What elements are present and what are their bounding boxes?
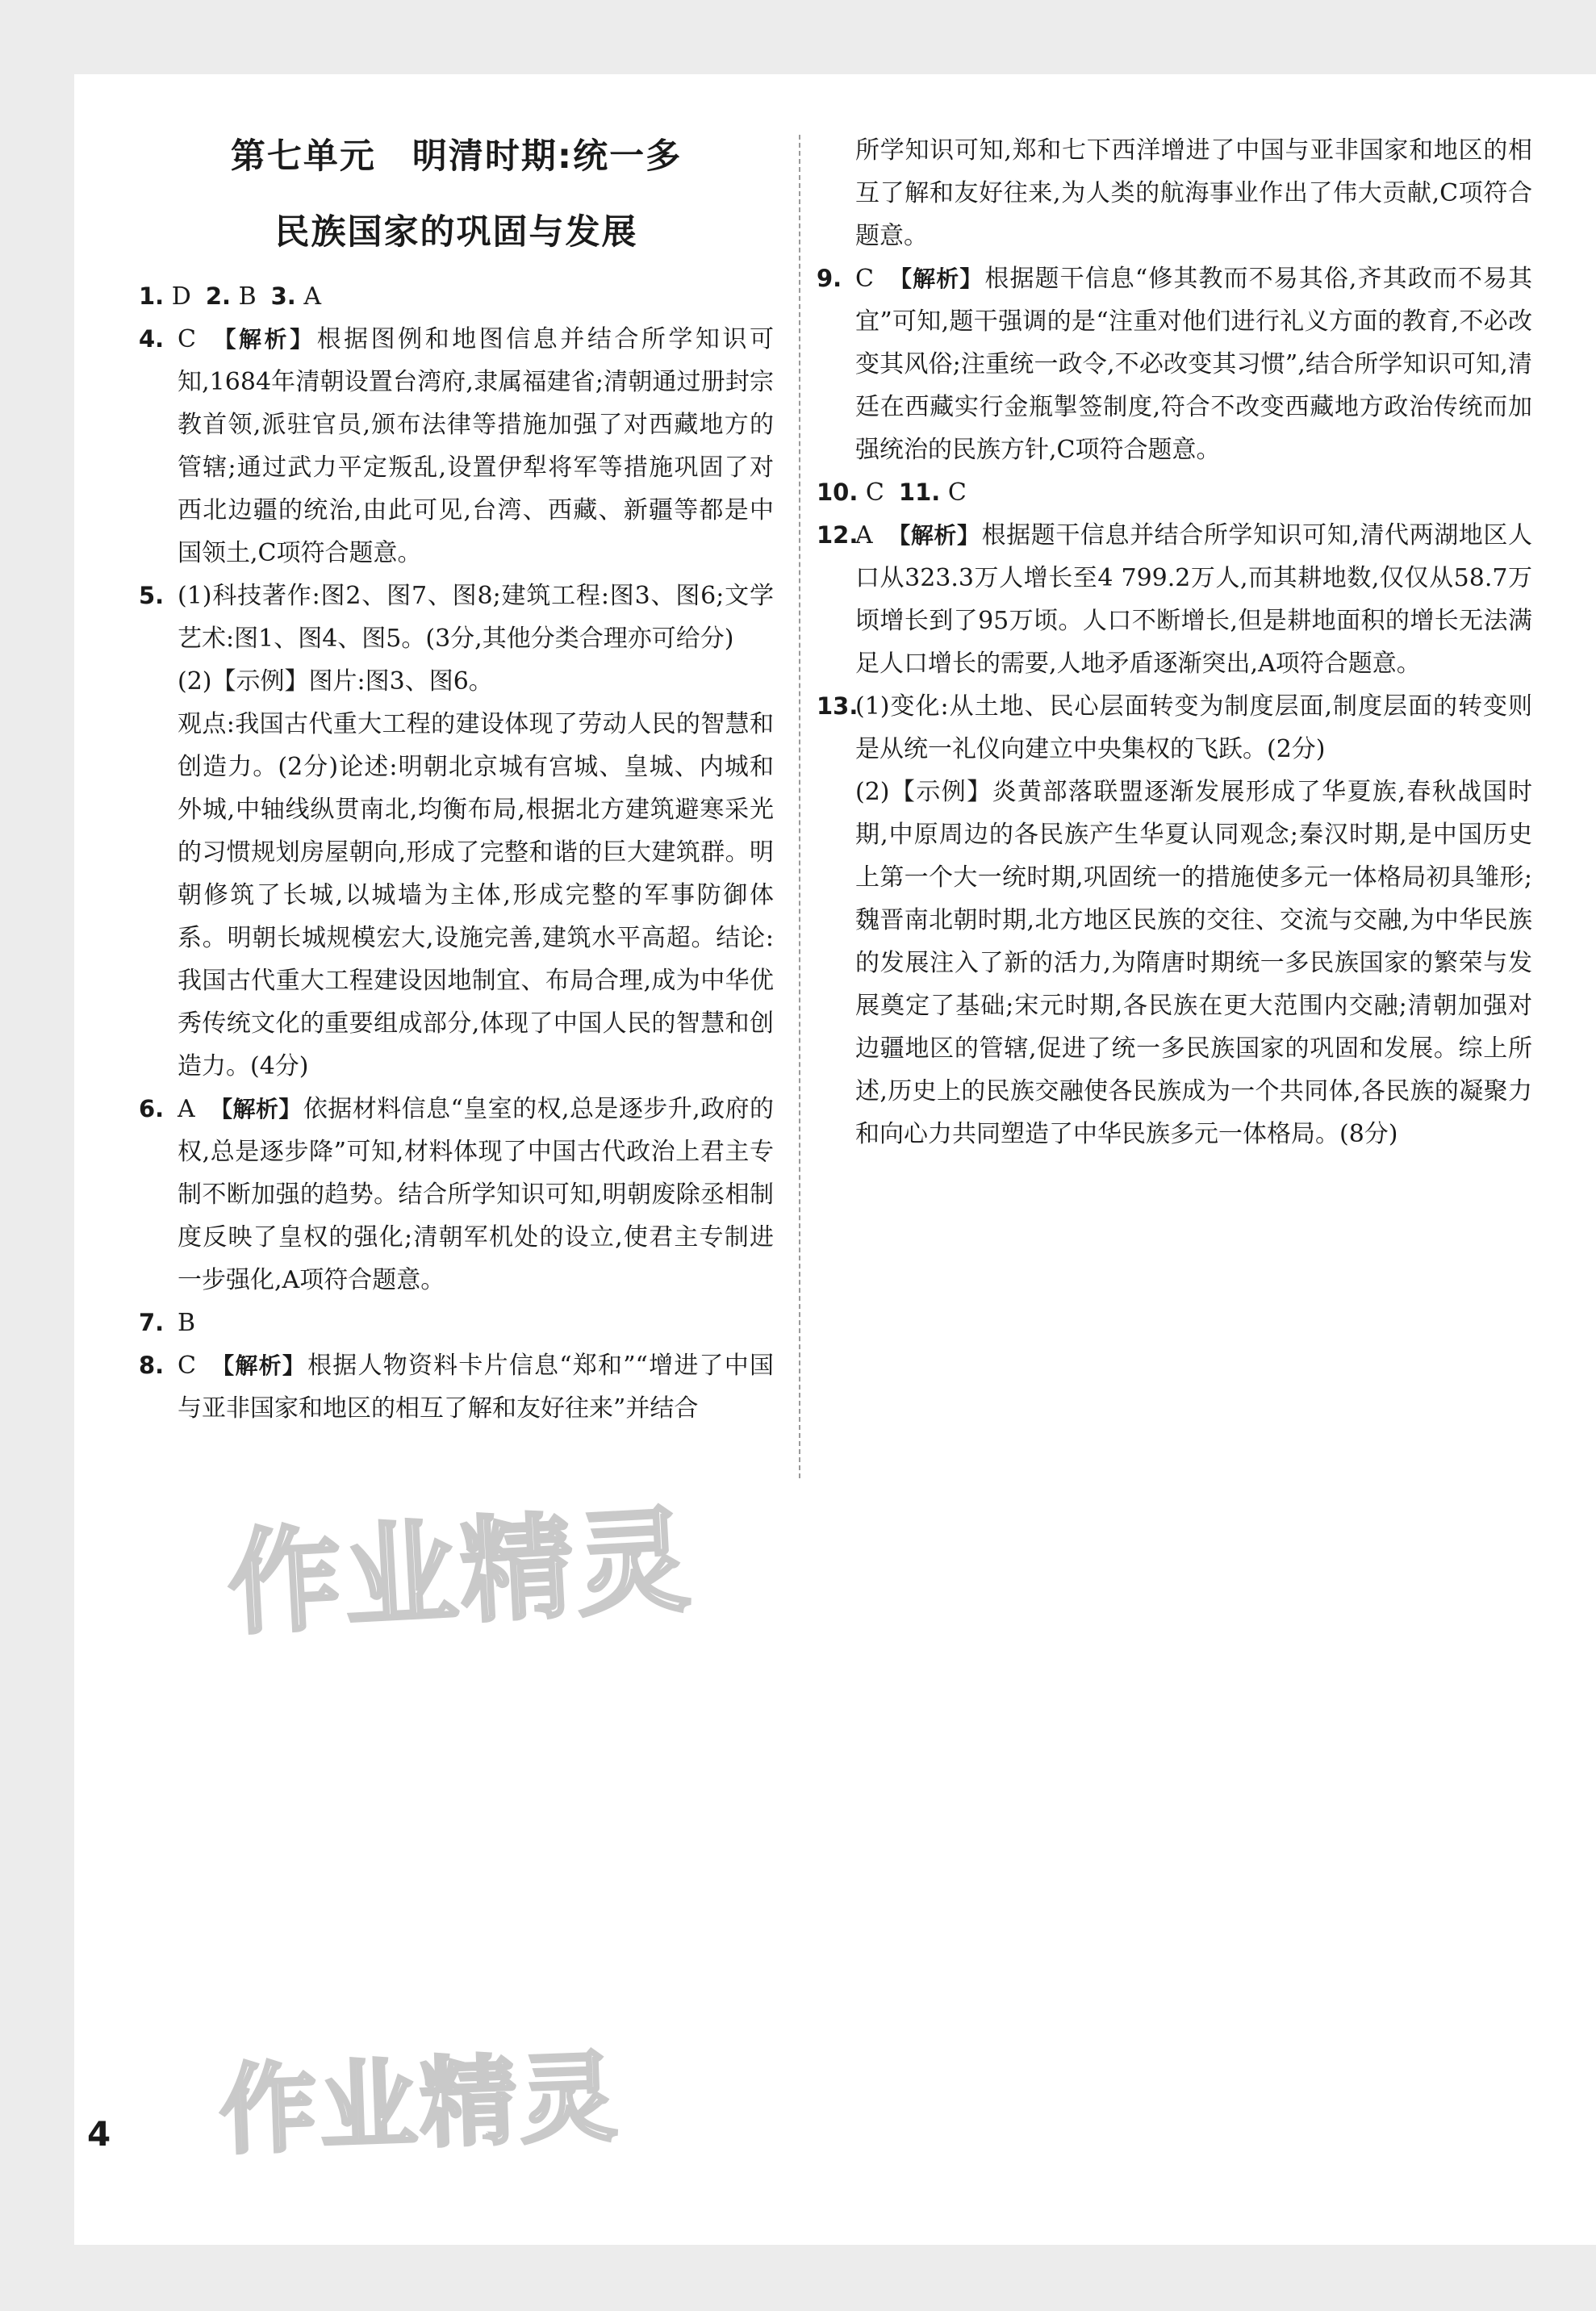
answer-choice: C xyxy=(178,1352,196,1380)
left-answer-list xyxy=(139,275,774,1430)
answer-paragraph: (1)变化:从土地、民心层面转变为制度层面,制度层面的转变则是从统一礼仪向建立中央集权的飞跃。(2分) xyxy=(855,692,1532,763)
analysis-text: 根据题干信息“修其教而不易其俗,齐其政而不易其宜”可知,题干强调的是“注重对他们进行礼义方面的教育,不必改变其风俗;注重统一政令,不必改变其习惯”,结合所学知识可知,清廷在西藏实行金瓶掣签制度,符合不改变西藏地方政治传统而加强统治的民族方针,C项符合题意。 xyxy=(855,265,1532,464)
answer-choice: A xyxy=(303,282,322,311)
analysis-text: 依据材料信息“皇室的权,总是逐步升,政府的权,总是逐步降”可知,材料体现了中国古代政治上君主专制不断加强的趋势。结合所学知识可知,明朝废除丞相制度反映了皇权的强化;清朝军机处的设立,使君主专制进一步强化,A项符合题意。 xyxy=(178,1095,774,1294)
answer-item xyxy=(817,471,1532,514)
analysis-tag: 【解析】 xyxy=(888,265,984,292)
question-number: 1. xyxy=(139,282,165,310)
answer-paragraph: 观点:我国古代重大工程的建设体现了劳动人民的智慧和创造力。(2分)论述:明朝北京城有宫城、皇城、内城和外城,中轴线纵贯南北,均衡布局,根据北方建筑避寒采光的习惯规划房屋朝向,形成了完整和谐的巨大建筑群。明朝修筑了长城,以城墙为主体,形成完整的军事防御体系。明朝长城规模宏大,设施完善,建筑水平高超。结论:我国古代重大工程建设因地制宜、布局合理,成为中华优秀传统文化的重要组成部分,体现了中国人民的智慧和创造力。(4分) xyxy=(178,710,774,1080)
analysis-tag: 【解析】 xyxy=(209,1096,302,1122)
analysis-text: 根据题干信息并结合所学知识可知,清代两湖地区人口从323.3万人增长至4 799.2万人,而其耕地数,仅仅从58.7万顷增长到了95万顷。人口不断增长,但是耕地面积的增长无法满足人口增长的需要,人地矛盾逐渐突出,A项符合题意。 xyxy=(855,521,1532,678)
question-number: 13. xyxy=(817,692,859,720)
unit-title-line2: 民族国家的巩固与发展 xyxy=(274,212,638,253)
question-number: 9. xyxy=(817,265,842,292)
question-number: 5. xyxy=(139,582,165,609)
question-number: 7. xyxy=(139,1309,165,1336)
answer-choice: A xyxy=(855,521,873,550)
question-number: 10. xyxy=(817,478,859,506)
answer-paragraph: (2)【示例】炎黄部落联盟逐渐发展形成了华夏族,春秋战国时期,中原周边的各民族产生华夏认同观念;秦汉时期,是中国历史上第一个大一统时期,巩固统一的措施使多元一体格局初具雏形;魏晋南北朝时期,北方地区民族的交往、交流与交融,为中华民族的发展注入了新的活力,为隋唐时期统一多民族国家的繁荣与发展奠定了基础;宋元时期,各民族在更大范围内交融;清朝加强对边疆地区的管辖,促进了统一多民族国家的巩固和发展。综上所述,历史上的民族交融使各民族成为一个共同体,各民族的凝聚力和向心力共同塑造了中华民族多元一体格局。(8分) xyxy=(855,778,1532,1148)
answer-paragraph: (2)【示例】图片:图3、图6。 xyxy=(178,667,493,696)
watermark-top: 作业精灵 xyxy=(224,1495,696,1651)
answer-choice: C xyxy=(178,325,196,353)
answer-page xyxy=(74,74,1596,2245)
question-number: 6. xyxy=(139,1095,165,1122)
answer-paragraph: (1)科技著作:图2、图7、图8;建筑工程:图3、图6;文学艺术:图1、图4、图5。(3分,其他分类合理亦可给分) xyxy=(178,582,774,653)
analysis-text: 根据图例和地图信息并结合所学知识可知,1684年清朝设置台湾府,隶属福建省;清朝通过册封宗教首领,派驻官员,颁布法律等措施加强了对西藏地方的管辖;通过武力平定叛乱,设置伊犁将军等措施巩固了对西北边疆的统治,由此可见,台湾、西藏、新疆等都是中国领土,C项符合题意。 xyxy=(178,325,774,567)
watermark-bottom: 作业精灵 xyxy=(218,2041,622,2168)
question-number: 8. xyxy=(139,1352,165,1379)
page-number: 4 xyxy=(87,2114,111,2154)
answer-item xyxy=(139,575,774,1088)
answer-item xyxy=(139,1344,774,1430)
question-number: 4. xyxy=(139,325,165,353)
answer-item xyxy=(139,1302,774,1344)
unit-title-line1: 第七单元 明清时期:统一多 xyxy=(230,136,683,177)
answer-choice: C xyxy=(947,478,967,507)
answer-choice: D xyxy=(171,282,191,311)
right-column xyxy=(817,129,1532,1156)
answer-item xyxy=(817,685,1532,1156)
answer-item xyxy=(817,514,1532,685)
analysis-text: 根据人物资料卡片信息“郑和”“增进了中国与亚非国家和地区的相互了解和友好往来”并结合 xyxy=(178,1352,774,1423)
answer-choice: C xyxy=(855,265,874,293)
answer-choice: B xyxy=(238,282,257,311)
question-number: 3. xyxy=(270,282,296,310)
answer-choice: C xyxy=(865,478,884,507)
analysis-tag: 【解析】 xyxy=(887,522,980,549)
column-divider xyxy=(799,135,800,1478)
answer-choice: A xyxy=(178,1095,195,1123)
question-number: 12. xyxy=(817,521,859,549)
answer-item xyxy=(817,129,1532,257)
answer-item xyxy=(817,257,1532,471)
answer-item xyxy=(139,275,774,318)
answer-paragraph: 所学知识可知,郑和七下西洋增进了中国与亚非国家和地区的相互了解和友好往来,为人类的航海事业作出了伟大贡献,C项符合题意。 xyxy=(855,136,1532,250)
left-column xyxy=(139,119,774,1430)
analysis-tag: 【解析】 xyxy=(210,326,315,353)
right-answer-list xyxy=(817,129,1532,1156)
question-number: 2. xyxy=(205,282,232,310)
unit-title xyxy=(139,119,774,270)
answer-item xyxy=(139,1088,774,1302)
question-number: 11. xyxy=(898,478,941,506)
answer-item xyxy=(139,318,774,575)
analysis-tag: 【解析】 xyxy=(210,1352,307,1379)
answer-choice: B xyxy=(178,1309,196,1337)
